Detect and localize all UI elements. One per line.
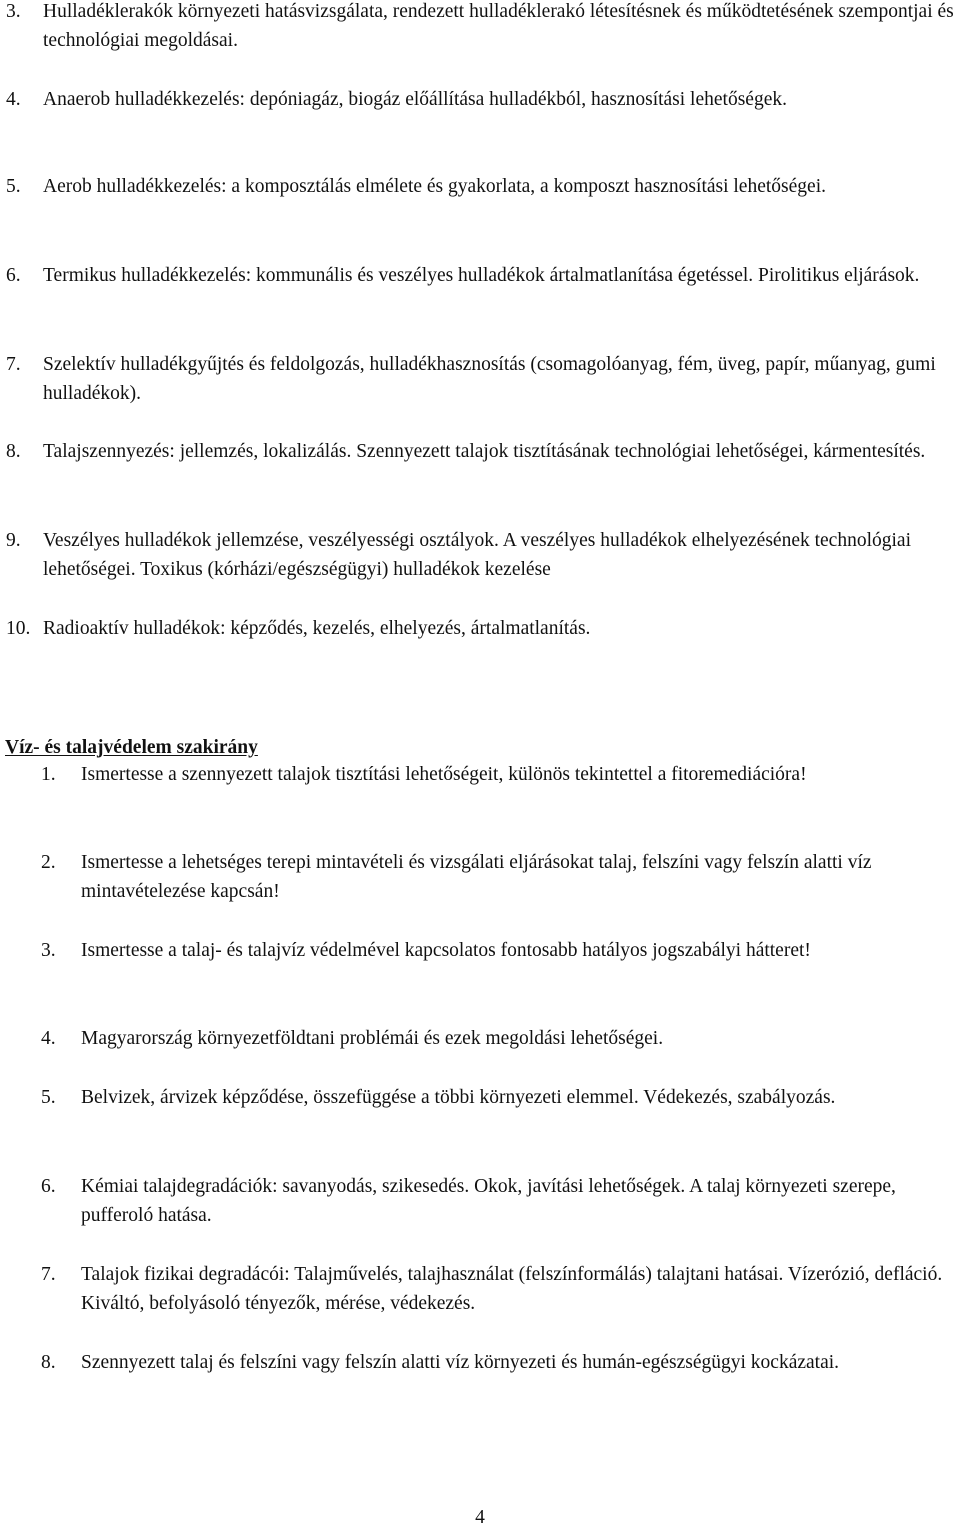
section-heading: Víz- és talajvédelem szakirány xyxy=(5,737,258,758)
page-number: 4 xyxy=(475,1507,485,1528)
item-number: 6. xyxy=(6,265,21,286)
item-text: Szelektív hulladékgyűjtés és feldolgozás, hulladékhasznosítás (csomagolóanyag, fém, üveg, papír, műanyag, gumi hulladékok). xyxy=(43,354,936,404)
item-number: 5. xyxy=(6,176,21,197)
list-item xyxy=(41,1260,956,1318)
item-number: 8. xyxy=(6,441,21,462)
item-text: Kémiai talajdegradációk: savanyodás, szikesedés. Okok, javítási lehetőségek. A talaj környezeti szerepe, pufferoló hatása. xyxy=(81,1176,896,1226)
list-item xyxy=(41,1024,956,1053)
item-text: Radioaktív hulladékok: képződés, kezelés, elhelyezés, ártalmatlanítás. xyxy=(43,618,591,639)
list-item xyxy=(6,0,956,55)
item-text: Magyarország környezetföldtani problémái és ezek megoldási lehetőségei. xyxy=(81,1028,664,1049)
item-number: 5. xyxy=(41,1087,56,1108)
item-number: 10. xyxy=(6,618,31,639)
list-item xyxy=(6,614,956,643)
item-number: 7. xyxy=(6,354,21,375)
item-text: Ismertesse a talaj- és talajvíz védelmével kapcsolatos fontosabb hatályos jogszabályi hátteret! xyxy=(81,940,811,961)
item-number: 4. xyxy=(6,89,21,110)
list-item xyxy=(41,1083,956,1112)
list-item xyxy=(41,848,956,906)
item-text: Ismertesse a szennyezett talajok tisztítási lehetőségeit, különös tekintettel a fitoremediációra! xyxy=(81,764,807,785)
list-item xyxy=(6,437,956,466)
item-number: 2. xyxy=(41,852,56,873)
list-item xyxy=(6,526,956,584)
list-item xyxy=(6,261,956,290)
list-item xyxy=(41,936,956,965)
item-text: Veszélyes hulladékok jellemzése, veszélyességi osztályok. A veszélyes hulladékok elhelyezésének technológiai lehetőségei. Toxikus (kórházi/egészségügyi) hulladékok kezelése xyxy=(43,530,911,580)
list-item xyxy=(41,1348,956,1377)
item-number: 8. xyxy=(41,1352,56,1373)
item-text: Hulladéklerakók környezeti hatásvizsgálata, rendezett hulladéklerakó létesítésnek és működtetésének szempontjai és technológiai megoldásai. xyxy=(43,1,954,51)
item-text: Aerob hulladékkezelés: a komposztálás elmélete és gyakorlata, a komposzt hasznosítási lehetőségei. xyxy=(43,176,826,197)
item-text: Ismertesse a lehetséges terepi mintavételi és vizsgálati eljárásokat talaj, felszíni vagy felszín alatti víz mintavételezése kapcsán! xyxy=(81,852,872,902)
item-number: 3. xyxy=(6,1,21,22)
item-text: Belvizek, árvizek képződése, összefüggése a többi környezeti elemmel. Védekezés, szabályozás. xyxy=(81,1087,836,1108)
item-number: 4. xyxy=(41,1028,56,1049)
item-text: Anaerob hulladékkezelés: depóniagáz, biogáz előállítása hulladékból, hasznosítási lehetőségek. xyxy=(43,89,787,110)
list-item xyxy=(6,85,956,114)
list-item xyxy=(6,350,956,408)
item-text: Talajok fizikai degradácói: Talajművelés, talajhasználat (felszínformálás) talajtani hatásai. Vízerózió, defláció. Kiváltó, befolyásoló tényezők, mérése, védekezés. xyxy=(81,1264,943,1314)
item-number: 7. xyxy=(41,1264,56,1285)
item-text: Talajszennyezés: jellemzés, lokalizálás. Szennyezett talajok tisztításának technológiai lehetőségei, kármentesítés. xyxy=(43,441,926,462)
item-number: 6. xyxy=(41,1176,56,1197)
item-text: Termikus hulladékkezelés: kommunális és veszélyes hulladékok ártalmatlanítása égetéssel. Pirolitikus eljárások. xyxy=(43,265,920,286)
list-item xyxy=(41,760,956,789)
item-number: 3. xyxy=(41,940,56,961)
list-item xyxy=(6,172,956,201)
item-number: 1. xyxy=(41,764,56,785)
list-item xyxy=(41,1172,956,1230)
item-number: 9. xyxy=(6,530,21,551)
item-text: Szennyezett talaj és felszíni vagy felszín alatti víz környezeti és humán-egészségügyi kockázatai. xyxy=(81,1352,840,1373)
